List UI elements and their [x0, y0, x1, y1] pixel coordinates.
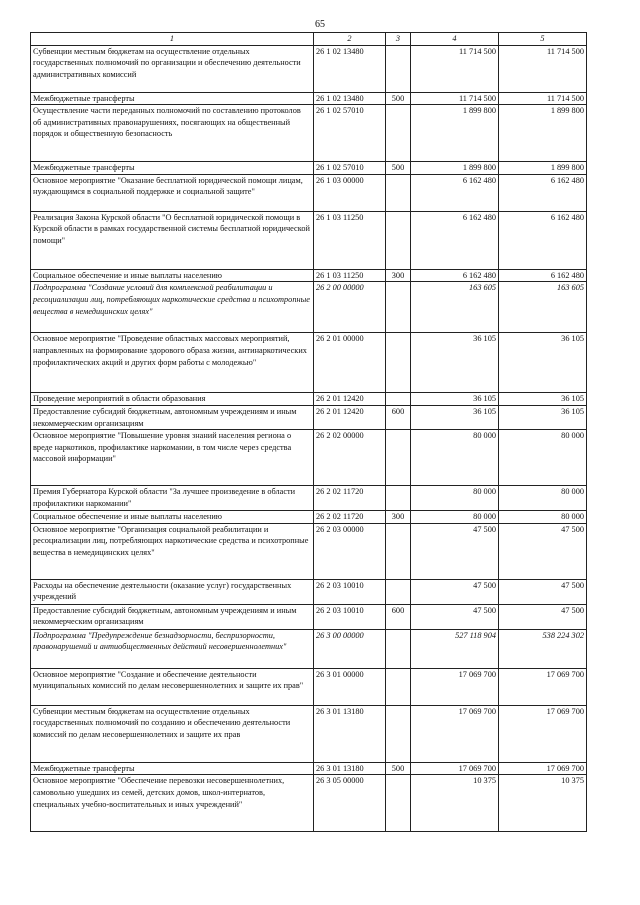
table-row: [31, 105, 587, 162]
table-body: [31, 45, 587, 832]
table-row: [31, 45, 587, 92]
expense-type-cell: [386, 45, 411, 92]
table-row: [31, 174, 587, 211]
row-name-cell: Основное мероприятие "Повышение уровня знаний населения региона о вреде наркотиков, профилактике наркомании, в том числе через средства массовой информации": [31, 430, 314, 486]
amount-col5-cell: 80 000: [499, 430, 587, 486]
expense-type-cell: 300: [386, 269, 411, 282]
expense-type-cell: [386, 668, 411, 705]
target-code-cell: 26 2 03 10010: [314, 579, 386, 604]
target-code-cell: 26 1 02 57010: [314, 162, 386, 175]
table-row: [31, 405, 587, 429]
amount-col5-cell: 6 162 480: [499, 269, 587, 282]
table-header-row: [31, 33, 587, 46]
row-name-cell: Основное мероприятие "Проведение областных массовых мероприятий, направленных на формирование здорового образа жизни, антинаркотических профилактических акций и других форм работы с молодежью": [31, 333, 314, 393]
target-code-cell: 26 3 01 13180: [314, 762, 386, 775]
amount-col4-cell: 6 162 480: [411, 174, 499, 211]
row-name-cell: Основное мероприятие "Оказание бесплатной юридической помощи лицам, нуждающимся в социальной поддержке и социальной защите": [31, 174, 314, 211]
expense-type-cell: [386, 174, 411, 211]
amount-col4-cell: 6 162 480: [411, 269, 499, 282]
target-code-cell: 26 2 02 00000: [314, 430, 386, 486]
amount-col4-cell: 36 105: [411, 393, 499, 406]
amount-col4-cell: 17 069 700: [411, 762, 499, 775]
expense-type-cell: [386, 705, 411, 762]
table-row: [31, 282, 587, 333]
amount-col4-cell: 80 000: [411, 511, 499, 524]
row-name-cell: Социальное обеспечение и иные выплаты населению: [31, 269, 314, 282]
header-cell-5: 5: [499, 33, 587, 46]
amount-col4-cell: 11 714 500: [411, 45, 499, 92]
target-code-cell: 26 2 01 12420: [314, 405, 386, 429]
amount-col5-cell: 6 162 480: [499, 211, 587, 269]
amount-col5-cell: 1 899 800: [499, 105, 587, 162]
row-name-cell: Основное мероприятие "Обеспечение перевозки несовершеннолетних, самовольно ушедших из семей, детских домов, школ-интернатов, специальных учебно-воспитательных и иных учреждений": [31, 775, 314, 832]
table-row: [31, 511, 587, 524]
amount-col4-cell: 47 500: [411, 604, 499, 629]
table-row: [31, 579, 587, 604]
amount-col5-cell: 6 162 480: [499, 174, 587, 211]
amount-col4-cell: 36 105: [411, 333, 499, 393]
amount-col5-cell: 17 069 700: [499, 705, 587, 762]
row-name-cell: Проведение мероприятий в области образования: [31, 393, 314, 406]
amount-col5-cell: 11 714 500: [499, 45, 587, 92]
target-code-cell: 26 3 05 00000: [314, 775, 386, 832]
table-row: [31, 333, 587, 393]
table-row: [31, 92, 587, 105]
row-name-cell: Предоставление субсидий бюджетным, автономным учреждениям и иным некоммерческим организациям: [31, 604, 314, 629]
amount-col4-cell: 80 000: [411, 430, 499, 486]
row-name-cell: Социальное обеспечение и иные выплаты населению: [31, 511, 314, 524]
row-name-cell: Основное мероприятие "Организация социальной реабилитации и ресоциализации лиц, потребляющих наркотические средства и психотропные вещества в немедицинских целях": [31, 523, 314, 579]
table-row: [31, 393, 587, 406]
row-name-cell: Субвенции местным бюджетам на осуществление отдельных государственных полномочий по созданию и обеспечению деятельности комиссий по делам несовершеннолетних и защите их прав: [31, 705, 314, 762]
target-code-cell: 26 2 01 12420: [314, 393, 386, 406]
expense-type-cell: [386, 486, 411, 511]
expense-type-cell: [386, 430, 411, 486]
expense-type-cell: [386, 579, 411, 604]
expense-type-cell: [386, 333, 411, 393]
amount-col5-cell: 47 500: [499, 604, 587, 629]
target-code-cell: 26 2 03 00000: [314, 523, 386, 579]
expense-type-cell: 500: [386, 762, 411, 775]
row-name-cell: Подпрограмма "Предупреждение безнадзорности, беспризорности, правонарушений и антиобщественных действий несовершеннолетних": [31, 629, 314, 668]
target-code-cell: 26 2 00 00000: [314, 282, 386, 333]
target-code-cell: 26 1 03 11250: [314, 211, 386, 269]
amount-col5-cell: 80 000: [499, 486, 587, 511]
target-code-cell: 26 1 03 00000: [314, 174, 386, 211]
row-name-cell: Осуществление части переданных полномочий по составлению протоколов об административных правонарушениях, посягающих на общественный порядок и общественную безопасность: [31, 105, 314, 162]
amount-col4-cell: 527 118 904: [411, 629, 499, 668]
target-code-cell: 26 3 01 13180: [314, 705, 386, 762]
amount-col4-cell: 47 500: [411, 579, 499, 604]
amount-col5-cell: 36 105: [499, 333, 587, 393]
amount-col5-cell: 17 069 700: [499, 762, 587, 775]
amount-col4-cell: 36 105: [411, 405, 499, 429]
table-row: [31, 430, 587, 486]
target-code-cell: 26 1 02 13480: [314, 45, 386, 92]
target-code-cell: 26 1 03 11250: [314, 269, 386, 282]
page-number: 65: [315, 19, 325, 30]
row-name-cell: Реализация Закона Курской области "О бесплатной юридической помощи в Курской области в рамках государственной системы бесплатной юридической помощи": [31, 211, 314, 269]
amount-col4-cell: 17 069 700: [411, 705, 499, 762]
expense-type-cell: [386, 523, 411, 579]
row-name-cell: Межбюджетные трансферты: [31, 162, 314, 175]
amount-col4-cell: 11 714 500: [411, 92, 499, 105]
expense-type-cell: [386, 775, 411, 832]
expense-type-cell: 600: [386, 405, 411, 429]
amount-col5-cell: 538 224 302: [499, 629, 587, 668]
amount-col5-cell: 1 899 800: [499, 162, 587, 175]
amount-col4-cell: 6 162 480: [411, 211, 499, 269]
row-name-cell: Основное мероприятие "Создание и обеспечение деятельности муниципальных комиссий по делам несовершеннолетних и защите их прав": [31, 668, 314, 705]
expense-type-cell: 300: [386, 511, 411, 524]
target-code-cell: 26 2 02 11720: [314, 511, 386, 524]
amount-col4-cell: 47 500: [411, 523, 499, 579]
expense-type-cell: [386, 393, 411, 406]
target-code-cell: 26 2 01 00000: [314, 333, 386, 393]
amount-col5-cell: 17 069 700: [499, 668, 587, 705]
amount-col4-cell: 163 605: [411, 282, 499, 333]
header-cell-3: 3: [386, 33, 411, 46]
target-code-cell: 26 1 02 57010: [314, 105, 386, 162]
target-code-cell: 26 2 03 10010: [314, 604, 386, 629]
expense-type-cell: 500: [386, 92, 411, 105]
table-row: [31, 705, 587, 762]
amount-col5-cell: 10 375: [499, 775, 587, 832]
expense-type-cell: [386, 282, 411, 333]
amount-col5-cell: 80 000: [499, 511, 587, 524]
header-cell-4: 4: [411, 33, 499, 46]
row-name-cell: Межбюджетные трансферты: [31, 762, 314, 775]
table-row: [31, 629, 587, 668]
expense-type-cell: [386, 105, 411, 162]
table-row: [31, 762, 587, 775]
amount-col4-cell: 1 899 800: [411, 105, 499, 162]
row-name-cell: Подпрограмма "Создание условий для комплексной реабилитации и ресоциализации лиц, потребляющих наркотические средства и психотропные вещества в немедицинских целях": [31, 282, 314, 333]
row-name-cell: Премия Губернатора Курской области "За лучшее произведение в области профилактики наркомании": [31, 486, 314, 511]
row-name-cell: Субвенции местным бюджетам на осуществление отдельных государственных полномочий по организации и обеспечению деятельности административных комиссий: [31, 45, 314, 92]
expense-type-cell: [386, 211, 411, 269]
budget-table: [30, 32, 587, 832]
table-row: [31, 775, 587, 832]
header-cell-1: 1: [31, 33, 314, 46]
table-row: [31, 269, 587, 282]
row-name-cell: Расходы на обеспечение деятельности (оказание услуг) государственных учреждений: [31, 579, 314, 604]
row-name-cell: Межбюджетные трансферты: [31, 92, 314, 105]
table-row: [31, 162, 587, 175]
target-code-cell: 26 3 01 00000: [314, 668, 386, 705]
table-row: [31, 211, 587, 269]
amount-col4-cell: 10 375: [411, 775, 499, 832]
amount-col5-cell: 36 105: [499, 393, 587, 406]
table-row: [31, 668, 587, 705]
row-name-cell: Предоставление субсидий бюджетным, автономным учреждениям и иным некоммерческим организациям: [31, 405, 314, 429]
target-code-cell: 26 1 02 13480: [314, 92, 386, 105]
target-code-cell: 26 3 00 00000: [314, 629, 386, 668]
table-row: [31, 604, 587, 629]
header-cell-2: 2: [314, 33, 386, 46]
amount-col5-cell: 47 500: [499, 579, 587, 604]
amount-col5-cell: 163 605: [499, 282, 587, 333]
amount-col4-cell: 80 000: [411, 486, 499, 511]
amount-col5-cell: 36 105: [499, 405, 587, 429]
amount-col4-cell: 1 899 800: [411, 162, 499, 175]
amount-col5-cell: 47 500: [499, 523, 587, 579]
table-row: [31, 486, 587, 511]
amount-col5-cell: 11 714 500: [499, 92, 587, 105]
expense-type-cell: 500: [386, 162, 411, 175]
expense-type-cell: 600: [386, 604, 411, 629]
amount-col4-cell: 17 069 700: [411, 668, 499, 705]
table-row: [31, 523, 587, 579]
target-code-cell: 26 2 02 11720: [314, 486, 386, 511]
expense-type-cell: [386, 629, 411, 668]
